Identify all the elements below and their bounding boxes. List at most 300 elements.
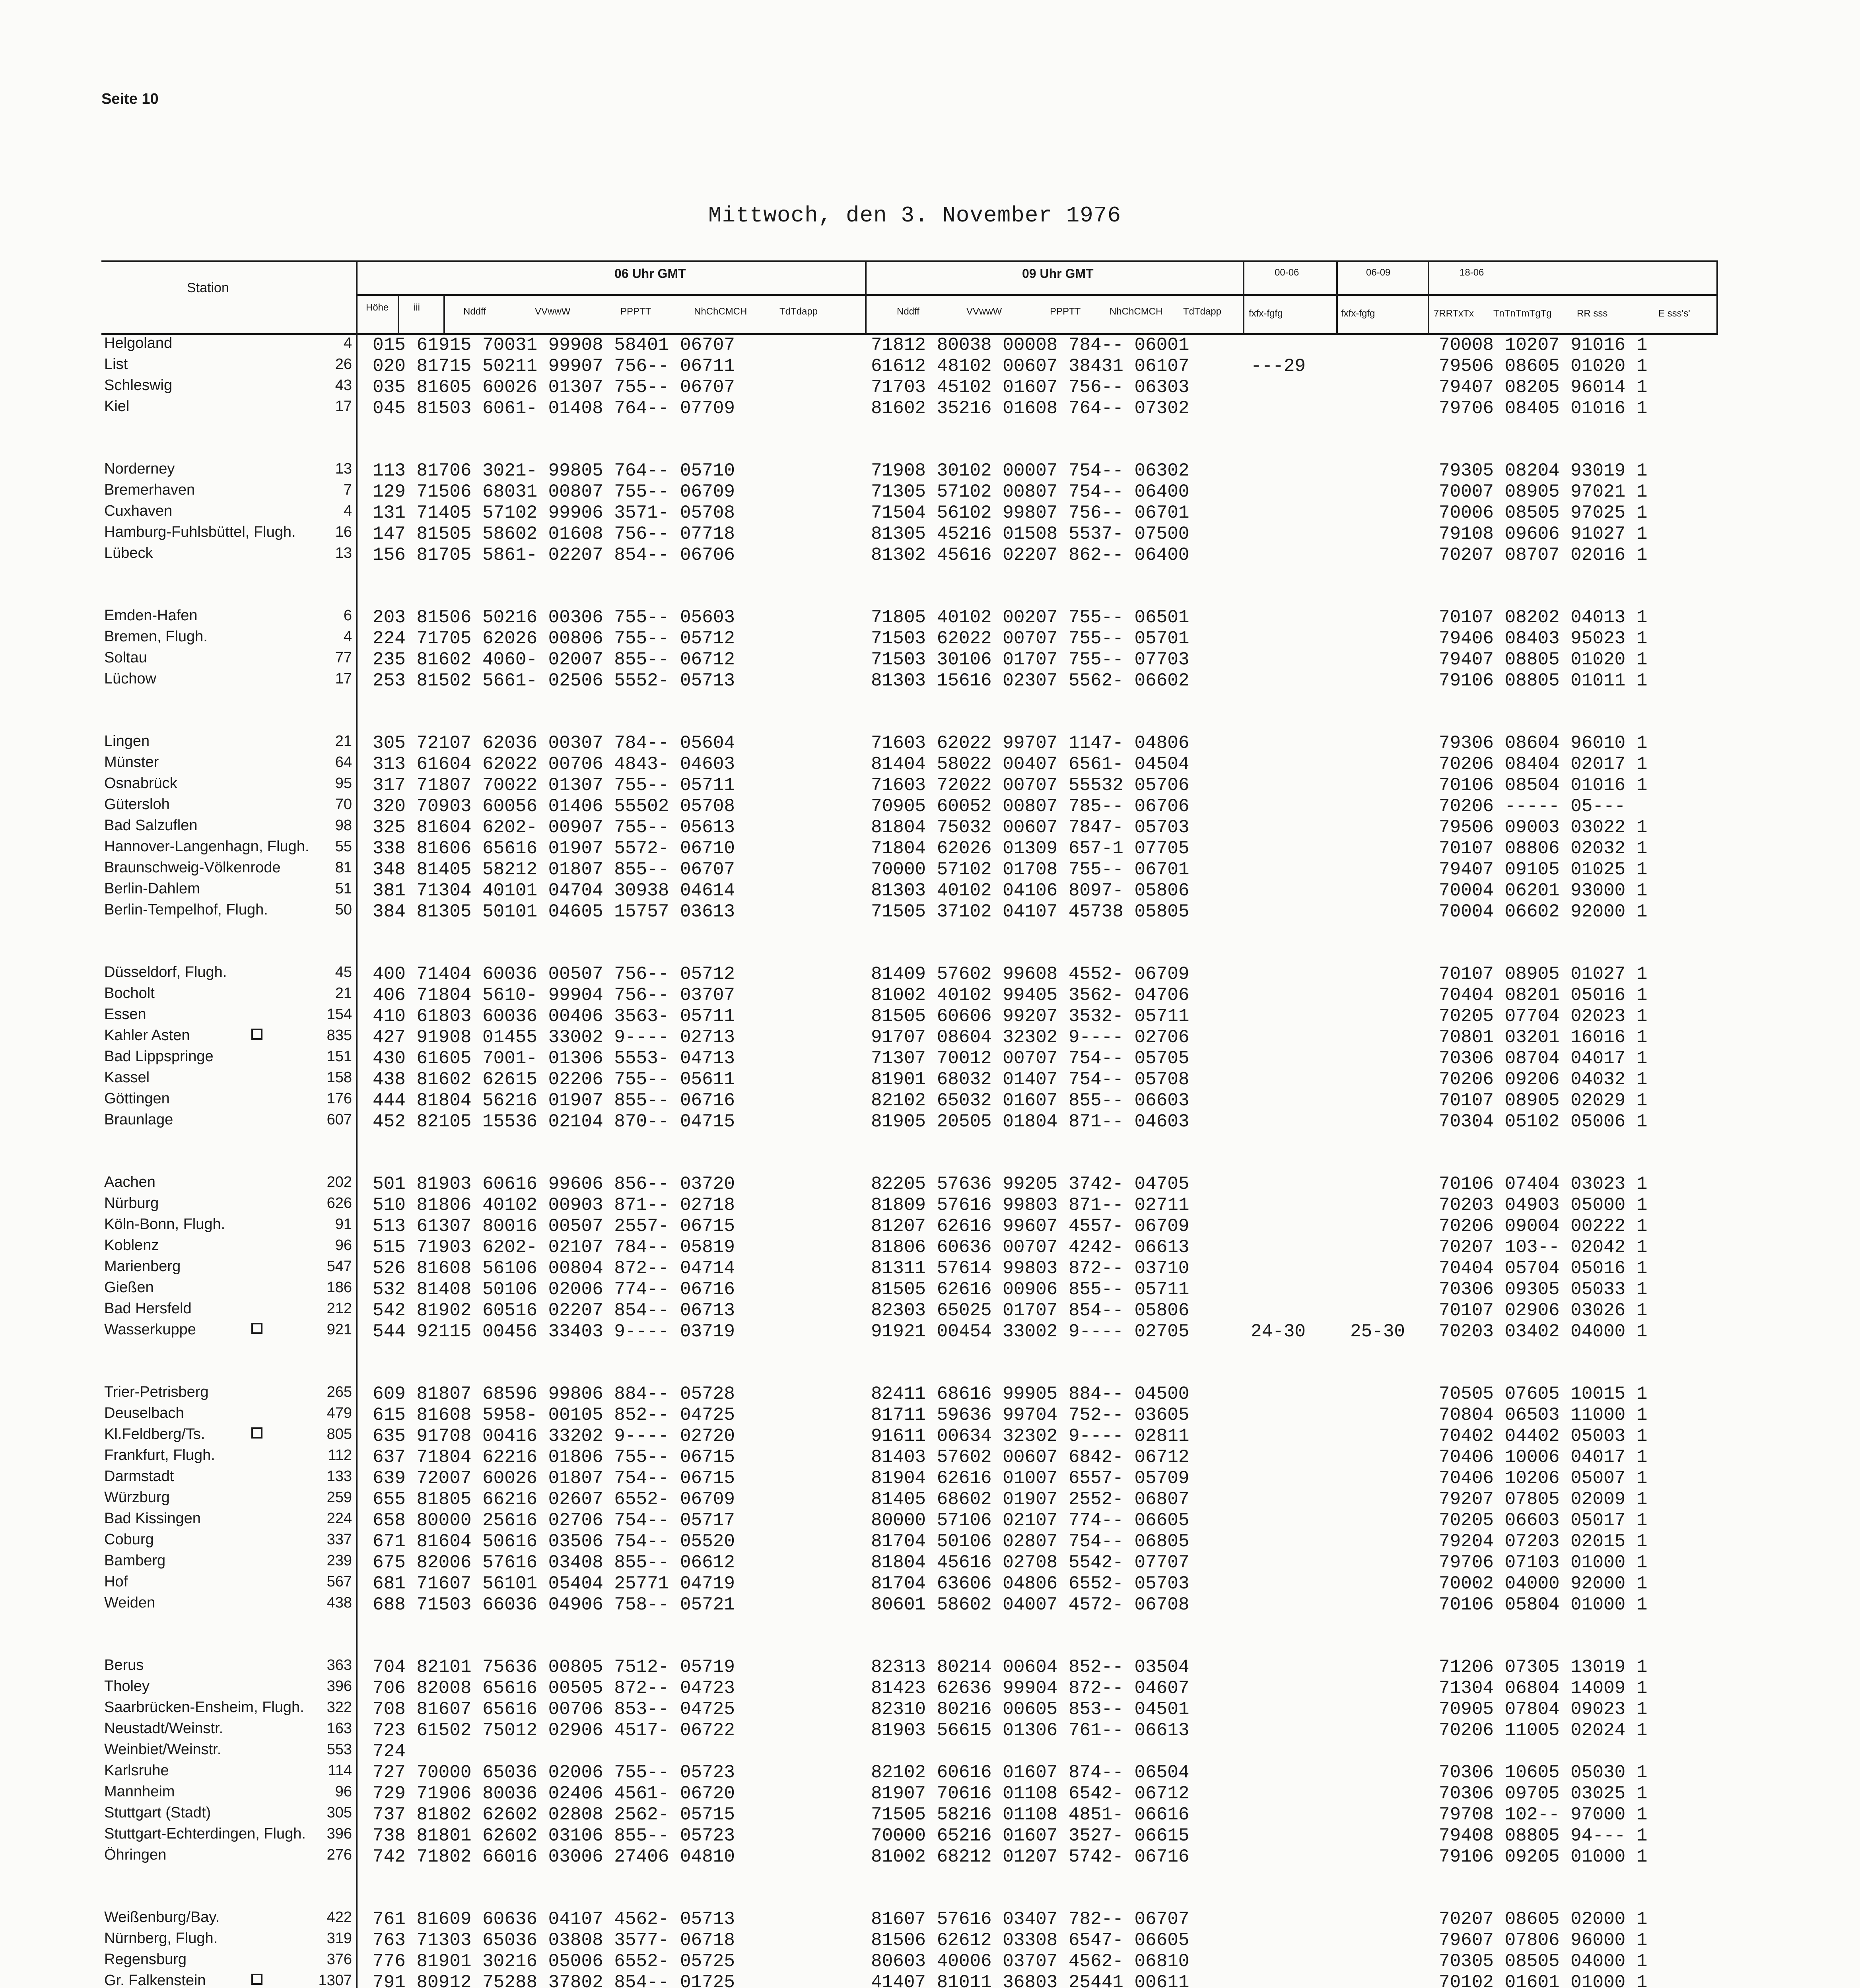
table-row bbox=[0, 1699, 1860, 1720]
obs-06-utc: 381 71304 40101 04704 30938 04614 bbox=[373, 880, 735, 901]
summary-18-06: 79506 08605 01020 1 bbox=[1439, 356, 1648, 377]
station-name: Stuttgart (Stadt) bbox=[104, 1804, 211, 1821]
table-row bbox=[0, 733, 1860, 754]
table-row bbox=[0, 1237, 1860, 1258]
station-name: Hannover-Langenhagn, Flugh. bbox=[104, 838, 309, 855]
station-height: 305 bbox=[327, 1804, 352, 1821]
obs-09-utc: 81804 45616 02708 5542- 07707 bbox=[871, 1552, 1189, 1573]
obs-09-utc: 81207 62616 99607 4557- 06709 bbox=[871, 1216, 1189, 1237]
station-name: Weinbiet/Weinstr. bbox=[104, 1741, 222, 1758]
obs-06-utc: 129 71506 68031 00807 755-- 06709 bbox=[373, 481, 735, 502]
station-name: Helgoland bbox=[104, 335, 173, 351]
obs-06-utc: 317 71807 70022 01307 755-- 05711 bbox=[373, 775, 735, 796]
obs-09-utc: 71505 37102 04107 45738 05805 bbox=[871, 901, 1189, 922]
obs-09-utc: 71603 72022 00707 55532 05706 bbox=[871, 775, 1189, 796]
obs-06-utc: 035 81605 60026 01307 755-- 06707 bbox=[373, 377, 735, 398]
station-name: Öhringen bbox=[104, 1846, 167, 1863]
station-height: 396 bbox=[327, 1825, 352, 1842]
obs-09-utc: 81903 56615 01306 761-- 06613 bbox=[871, 1720, 1189, 1741]
summary-18-06: 71304 06804 14009 1 bbox=[1439, 1678, 1648, 1699]
obs-09-utc: 91707 08604 32302 9---- 02706 bbox=[871, 1027, 1189, 1048]
table-row bbox=[0, 1552, 1860, 1573]
station-name: Saarbrücken-Ensheim, Flugh. bbox=[104, 1699, 304, 1716]
header-06-vvwww: VVwwW bbox=[535, 306, 571, 317]
summary-18-06: 70205 06603 05017 1 bbox=[1439, 1510, 1648, 1531]
summary-18-06: 70107 02906 03026 1 bbox=[1439, 1300, 1648, 1321]
station-name: Bad Hersfeld bbox=[104, 1300, 192, 1317]
table-row bbox=[0, 1678, 1860, 1699]
station-height: 114 bbox=[328, 1762, 352, 1779]
station-height: 322 bbox=[327, 1699, 352, 1716]
header-rr-sss: RR sss bbox=[1577, 308, 1608, 319]
obs-06-utc: 156 81705 5861- 02207 854-- 06706 bbox=[373, 545, 735, 565]
table-row bbox=[0, 1279, 1860, 1300]
summary-18-06: 70008 10207 91016 1 bbox=[1439, 335, 1648, 355]
summary-18-06: 70206 09004 00222 1 bbox=[1439, 1216, 1648, 1237]
summary-18-06: 70404 05704 05016 1 bbox=[1439, 1258, 1648, 1279]
header-gust-0006: fxfx-fgfg bbox=[1249, 308, 1283, 319]
station-height: 91 bbox=[335, 1216, 352, 1233]
summary-18-06: 70306 10605 05030 1 bbox=[1439, 1762, 1648, 1783]
station-height: 151 bbox=[327, 1048, 352, 1065]
obs-09-utc: 81303 15616 02307 5562- 06602 bbox=[871, 670, 1189, 691]
summary-18-06: 70106 05804 01000 1 bbox=[1439, 1594, 1648, 1615]
obs-06-utc: 526 81608 56106 00804 872-- 04714 bbox=[373, 1258, 735, 1279]
station-name: Karlsruhe bbox=[104, 1762, 169, 1779]
group-separator bbox=[0, 691, 1860, 733]
summary-18-06: 70402 04402 05003 1 bbox=[1439, 1426, 1648, 1446]
table-row bbox=[0, 775, 1860, 796]
obs-09-utc: 81404 58022 00407 6561- 04504 bbox=[871, 754, 1189, 775]
station-name: Deuselbach bbox=[104, 1405, 184, 1421]
header-09-vvwww: VVwwW bbox=[966, 306, 1002, 317]
table-row bbox=[0, 838, 1860, 859]
obs-09-utc: 82411 68616 99905 884-- 04500 bbox=[871, 1384, 1189, 1404]
station-height: 77 bbox=[335, 649, 352, 666]
station-name: Gießen bbox=[104, 1279, 154, 1296]
station-height: 13 bbox=[335, 460, 352, 477]
group-separator bbox=[0, 1342, 1860, 1384]
summary-18-06: 79607 07806 96000 1 bbox=[1439, 1930, 1648, 1951]
station-name: Hof bbox=[104, 1573, 128, 1590]
header-09-gmt: 09 Uhr GMT bbox=[1022, 266, 1094, 281]
obs-06-utc: 015 61915 70031 99908 58401 06707 bbox=[373, 335, 735, 355]
table-row bbox=[0, 607, 1860, 628]
station-height: 186 bbox=[327, 1279, 352, 1296]
obs-09-utc: 71703 45102 01607 756-- 06303 bbox=[871, 377, 1189, 398]
obs-06-utc: 727 70000 65036 02006 755-- 05723 bbox=[373, 1762, 735, 1783]
summary-18-06: 70106 07404 03023 1 bbox=[1439, 1174, 1648, 1194]
obs-06-utc: 147 81505 58602 01608 756-- 07718 bbox=[373, 524, 735, 544]
table-row bbox=[0, 1489, 1860, 1510]
obs-06-utc: 658 80000 25616 02706 754-- 05717 bbox=[373, 1510, 735, 1531]
obs-09-utc: 81423 62636 99904 872-- 04607 bbox=[871, 1678, 1189, 1699]
summary-18-06: 70306 08704 04017 1 bbox=[1439, 1048, 1648, 1069]
obs-06-utc: 639 72007 60026 01807 754-- 06715 bbox=[373, 1468, 735, 1489]
summary-18-06: 70007 08905 97021 1 bbox=[1439, 481, 1648, 502]
station-name: Bad Kissingen bbox=[104, 1510, 201, 1527]
obs-09-utc: 81505 62616 00906 855-- 05711 bbox=[871, 1279, 1189, 1300]
summary-18-06: 70206 09206 04032 1 bbox=[1439, 1069, 1648, 1090]
station-name: Kl.Feldberg/Ts. bbox=[104, 1426, 205, 1442]
obs-09-utc: 81602 35216 01608 764-- 07302 bbox=[871, 398, 1189, 419]
station-name: Hamburg-Fuhlsbüttel, Flugh. bbox=[104, 524, 296, 540]
table-row bbox=[0, 1510, 1860, 1531]
station-height: 212 bbox=[327, 1300, 352, 1317]
group-separator bbox=[0, 419, 1860, 460]
header-esss: E sss's' bbox=[1658, 308, 1690, 319]
obs-06-utc: 045 81503 6061- 01408 764-- 07709 bbox=[373, 398, 735, 419]
summary-18-06: 70305 08505 04000 1 bbox=[1439, 1951, 1648, 1972]
obs-09-utc: 81403 57602 00607 6842- 06712 bbox=[871, 1447, 1189, 1468]
station-name: Coburg bbox=[104, 1531, 154, 1548]
station-name: Köln-Bonn, Flugh. bbox=[104, 1216, 225, 1233]
station-height: 55 bbox=[335, 838, 352, 855]
obs-09-utc: 71503 62022 00707 755-- 05701 bbox=[871, 628, 1189, 649]
obs-06-utc: 203 81506 50216 00306 755-- 05603 bbox=[373, 607, 735, 628]
obs-06-utc: 655 81805 66216 02607 6552- 06709 bbox=[373, 1489, 735, 1510]
obs-09-utc: 61612 48102 00607 38431 06107 bbox=[871, 356, 1189, 377]
table-row bbox=[0, 1846, 1860, 1868]
summary-18-06: 70006 08505 97025 1 bbox=[1439, 503, 1648, 523]
station-name: Neustadt/Weinstr. bbox=[104, 1720, 224, 1737]
station-height: 239 bbox=[327, 1552, 352, 1569]
obs-09-utc: 82102 65032 01607 855-- 06603 bbox=[871, 1090, 1189, 1111]
table-row bbox=[0, 1741, 1860, 1762]
obs-06-utc: 688 71503 66036 04906 758-- 05721 bbox=[373, 1594, 735, 1615]
station-height: 4 bbox=[343, 628, 352, 645]
station-height: 81 bbox=[335, 859, 352, 876]
table-row bbox=[0, 1468, 1860, 1489]
summary-18-06: 70406 10006 04017 1 bbox=[1439, 1447, 1648, 1468]
station-height: 607 bbox=[327, 1111, 352, 1128]
station-height: 16 bbox=[335, 524, 352, 540]
header-tntn: TnTnTmTgTg bbox=[1493, 308, 1552, 319]
obs-06-utc: 325 81604 6202- 00907 755-- 05613 bbox=[373, 817, 735, 838]
station-name: Norderney bbox=[104, 460, 175, 477]
station-name: Nürnberg, Flugh. bbox=[104, 1930, 218, 1947]
summary-18-06: 79305 08204 93019 1 bbox=[1439, 460, 1648, 481]
table-row bbox=[0, 964, 1860, 985]
obs-09-utc: 71503 30106 01707 755-- 07703 bbox=[871, 649, 1189, 670]
station-height: 202 bbox=[327, 1174, 352, 1190]
header-06-clouds: NhChCMCH bbox=[694, 306, 747, 317]
group-separator bbox=[0, 922, 1860, 964]
station-height: 319 bbox=[327, 1930, 352, 1947]
obs-09-utc: 81002 40102 99405 3562- 04706 bbox=[871, 985, 1189, 1006]
station-height: 265 bbox=[327, 1384, 352, 1400]
obs-09-utc: 71305 57102 00807 754-- 06400 bbox=[871, 481, 1189, 502]
open-square-marker bbox=[251, 1323, 262, 1334]
obs-06-utc: 427 91908 01455 33002 9---- 02713 bbox=[373, 1027, 735, 1048]
obs-09-utc: 80000 57106 02107 774-- 06605 bbox=[871, 1510, 1189, 1531]
station-name: Mannheim bbox=[104, 1783, 175, 1800]
obs-09-utc: 81907 70616 01108 6542- 06712 bbox=[871, 1783, 1189, 1804]
station-name: Kassel bbox=[104, 1069, 150, 1086]
obs-09-utc: 71812 80038 00008 784-- 06001 bbox=[871, 335, 1189, 355]
station-name: Trier-Petrisberg bbox=[104, 1384, 209, 1400]
table-row bbox=[0, 1531, 1860, 1552]
observation-table bbox=[0, 335, 1860, 1988]
summary-18-06: 70304 05102 05006 1 bbox=[1439, 1111, 1648, 1132]
header-gust-0609: fxfx-fgfg bbox=[1341, 308, 1375, 319]
station-height: 17 bbox=[335, 670, 352, 687]
obs-06-utc: 738 81801 62602 03106 855-- 05723 bbox=[373, 1825, 735, 1846]
station-name: Nürburg bbox=[104, 1195, 159, 1211]
obs-09-utc: 81901 68032 01407 754-- 05708 bbox=[871, 1069, 1189, 1090]
table-row bbox=[0, 1720, 1860, 1741]
header-09-nddff: Nddff bbox=[897, 306, 919, 317]
header-station: Station bbox=[187, 280, 229, 295]
obs-06-utc: 763 71303 65036 03808 3577- 06718 bbox=[373, 1930, 735, 1951]
header-09-pppt: PPPTT bbox=[1050, 306, 1081, 317]
station-height: 96 bbox=[335, 1783, 352, 1800]
table-row bbox=[0, 754, 1860, 775]
station-height: 133 bbox=[327, 1468, 352, 1485]
station-height: 13 bbox=[335, 545, 352, 561]
summary-18-06: 70206 11005 02024 1 bbox=[1439, 1720, 1648, 1741]
page-title: Mittwoch, den 3. November 1976 bbox=[708, 203, 1121, 228]
obs-06-utc: 338 81606 65616 01907 5572- 06710 bbox=[373, 838, 735, 859]
obs-09-utc: 71307 70012 00707 754-- 05705 bbox=[871, 1048, 1189, 1069]
station-height: 337 bbox=[327, 1531, 352, 1548]
header-period-1806: 18-06 bbox=[1460, 267, 1484, 278]
obs-06-utc: 406 71804 5610- 99904 756-- 03707 bbox=[373, 985, 735, 1006]
table-row bbox=[0, 1321, 1860, 1342]
summary-18-06: 79108 09606 91027 1 bbox=[1439, 524, 1648, 544]
summary-18-06: 70306 09305 05033 1 bbox=[1439, 1279, 1648, 1300]
table-row bbox=[0, 1174, 1860, 1195]
table-row bbox=[0, 545, 1860, 566]
station-height: 50 bbox=[335, 901, 352, 918]
table-row bbox=[0, 1951, 1860, 1972]
station-name: Berlin-Dahlem bbox=[104, 880, 200, 897]
obs-09-utc: 81305 45216 01508 5537- 07500 bbox=[871, 524, 1189, 544]
table-row bbox=[0, 1216, 1860, 1237]
obs-09-utc: 81505 60606 99207 3532- 05711 bbox=[871, 1006, 1189, 1027]
obs-06-utc: 305 72107 62036 00307 784-- 05604 bbox=[373, 733, 735, 753]
header-06-nddff: Nddff bbox=[463, 306, 486, 317]
station-height: 112 bbox=[328, 1447, 352, 1464]
summary-18-06: 79706 07103 01000 1 bbox=[1439, 1552, 1648, 1573]
obs-06-utc: 430 61605 7001- 01306 5553- 04713 bbox=[373, 1048, 735, 1069]
station-name: Marienberg bbox=[104, 1258, 181, 1275]
table-row bbox=[0, 1573, 1860, 1594]
station-height: 70 bbox=[335, 796, 352, 813]
obs-06-utc: 438 81602 62615 02206 755-- 05611 bbox=[373, 1069, 735, 1090]
table-row bbox=[0, 1783, 1860, 1804]
obs-06-utc: 542 81902 60516 02207 854-- 06713 bbox=[373, 1300, 735, 1321]
obs-09-utc: 81607 57616 03407 782-- 06707 bbox=[871, 1909, 1189, 1930]
summary-18-06: 70102 01601 01000 1 bbox=[1439, 1972, 1648, 1988]
obs-06-utc: 320 70903 60056 01406 55502 05708 bbox=[373, 796, 735, 817]
station-height: 21 bbox=[335, 985, 352, 1002]
obs-09-utc: 82102 60616 01607 874-- 06504 bbox=[871, 1762, 1189, 1783]
summary-18-06: 70905 07804 09023 1 bbox=[1439, 1699, 1648, 1720]
header-06-dew: TdTdapp bbox=[779, 306, 818, 317]
gust-00-06: ---29 bbox=[1251, 356, 1306, 377]
table-row bbox=[0, 1048, 1860, 1069]
summary-18-06: 70107 08202 04013 1 bbox=[1439, 607, 1648, 628]
station-height: 45 bbox=[335, 964, 352, 980]
header-09-dew: TdTdapp bbox=[1183, 306, 1222, 317]
summary-18-06: 70206 08404 02017 1 bbox=[1439, 754, 1648, 775]
table-row bbox=[0, 628, 1860, 649]
obs-06-utc: 348 81405 58212 01807 855-- 06707 bbox=[373, 859, 735, 880]
table-row bbox=[0, 460, 1860, 481]
obs-06-utc: 637 71804 62216 01806 755-- 06715 bbox=[373, 1447, 735, 1468]
obs-09-utc: 81904 62616 01007 6557- 05709 bbox=[871, 1468, 1189, 1489]
header-iii: iii bbox=[414, 302, 420, 313]
obs-06-utc: 675 82006 57616 03408 855-- 06612 bbox=[373, 1552, 735, 1573]
station-name: Berlin-Tempelhof, Flugh. bbox=[104, 901, 268, 918]
summary-18-06: 70207 08605 02000 1 bbox=[1439, 1909, 1648, 1930]
obs-06-utc: 708 81607 65616 00706 853-- 04725 bbox=[373, 1699, 735, 1720]
page-number: Seite 10 bbox=[101, 91, 159, 107]
open-square-marker bbox=[251, 1029, 262, 1040]
obs-06-utc: 452 82105 15536 02104 870-- 04715 bbox=[373, 1111, 735, 1132]
obs-06-utc: 131 71405 57102 99906 3571- 05708 bbox=[373, 503, 735, 523]
obs-09-utc: 81302 45616 02207 862-- 06400 bbox=[871, 545, 1189, 565]
station-name: Bocholt bbox=[104, 985, 155, 1002]
summary-18-06: 79204 07203 02015 1 bbox=[1439, 1531, 1648, 1552]
station-name: Weiden bbox=[104, 1594, 155, 1611]
station-name: Münster bbox=[104, 754, 159, 771]
obs-09-utc: 71504 56102 99807 756-- 06701 bbox=[871, 503, 1189, 523]
summary-18-06: 70404 08201 05016 1 bbox=[1439, 985, 1648, 1006]
obs-09-utc: 81311 57614 99803 872-- 03710 bbox=[871, 1258, 1189, 1279]
station-height: 98 bbox=[335, 817, 352, 834]
obs-06-utc: 020 81715 50211 99907 756-- 06711 bbox=[373, 356, 735, 377]
station-name: Soltau bbox=[104, 649, 147, 666]
station-name: Lingen bbox=[104, 733, 150, 749]
summary-18-06: 70004 06602 92000 1 bbox=[1439, 901, 1648, 922]
group-separator bbox=[0, 1615, 1860, 1657]
station-height: 4 bbox=[343, 335, 352, 351]
obs-06-utc: 113 81706 3021- 99805 764-- 05710 bbox=[373, 460, 735, 481]
station-name: Stuttgart-Echterdingen, Flugh. bbox=[104, 1825, 306, 1842]
table-row bbox=[0, 1804, 1860, 1825]
table-row bbox=[0, 1405, 1860, 1426]
obs-06-utc: 609 81807 68596 99806 884-- 05728 bbox=[373, 1384, 735, 1404]
station-height: 158 bbox=[327, 1069, 352, 1086]
header-06-gmt: 06 Uhr GMT bbox=[614, 266, 686, 281]
station-height: 921 bbox=[327, 1321, 352, 1338]
obs-09-utc: 82303 65025 01707 854-- 05806 bbox=[871, 1300, 1189, 1321]
station-height: 422 bbox=[327, 1909, 352, 1926]
table-row bbox=[0, 670, 1860, 691]
table-row bbox=[0, 817, 1860, 838]
obs-06-utc: 706 82008 65616 00505 872-- 04723 bbox=[373, 1678, 735, 1699]
station-name: Aachen bbox=[104, 1174, 155, 1190]
station-height: 259 bbox=[327, 1489, 352, 1506]
summary-18-06: 70804 06503 11000 1 bbox=[1439, 1405, 1648, 1425]
obs-09-utc: 71603 62022 99707 1147- 04806 bbox=[871, 733, 1189, 753]
obs-09-utc: 70000 57102 01708 755-- 06701 bbox=[871, 859, 1189, 880]
summary-18-06: 70207 103-- 02042 1 bbox=[1439, 1237, 1648, 1258]
station-height: 176 bbox=[327, 1090, 352, 1107]
station-name: Darmstadt bbox=[104, 1468, 174, 1485]
table-row bbox=[0, 398, 1860, 419]
station-name: Gütersloh bbox=[104, 796, 170, 813]
station-height: 163 bbox=[327, 1720, 352, 1737]
station-height: 805 bbox=[327, 1426, 352, 1442]
table-row bbox=[0, 1825, 1860, 1846]
station-name: List bbox=[104, 356, 128, 373]
station-height: 154 bbox=[327, 1006, 352, 1023]
summary-18-06: 79407 08805 01020 1 bbox=[1439, 649, 1648, 670]
station-name: Lüchow bbox=[104, 670, 156, 687]
station-height: 835 bbox=[327, 1027, 352, 1044]
obs-06-utc: 532 81408 50106 02006 774-- 06716 bbox=[373, 1279, 735, 1300]
station-height: 21 bbox=[335, 733, 352, 749]
station-height: 224 bbox=[327, 1510, 352, 1527]
obs-09-utc: 81804 75032 00607 7847- 05703 bbox=[871, 817, 1189, 838]
station-height: 95 bbox=[335, 775, 352, 792]
obs-06-utc: 724 bbox=[373, 1741, 406, 1762]
summary-18-06: 70106 08504 01016 1 bbox=[1439, 775, 1648, 796]
obs-06-utc: 704 82101 75636 00805 7512- 05719 bbox=[373, 1657, 735, 1677]
summary-18-06: 79207 07805 02009 1 bbox=[1439, 1489, 1648, 1510]
station-height: 64 bbox=[335, 754, 352, 771]
summary-18-06: 70107 08806 02032 1 bbox=[1439, 838, 1648, 859]
table-row bbox=[0, 1069, 1860, 1090]
obs-06-utc: 235 81602 4060- 02007 855-- 06712 bbox=[373, 649, 735, 670]
gust-06-09: 25-30 bbox=[1350, 1321, 1405, 1342]
obs-09-utc: 80601 58602 04007 4572- 06708 bbox=[871, 1594, 1189, 1615]
station-name: Würzburg bbox=[104, 1489, 170, 1506]
table-row bbox=[0, 1657, 1860, 1678]
obs-06-utc: 635 91708 00416 33202 9---- 02720 bbox=[373, 1426, 735, 1446]
station-name: Lübeck bbox=[104, 545, 153, 561]
station-name: Tholey bbox=[104, 1678, 150, 1695]
table-row bbox=[0, 985, 1860, 1006]
station-name: Wasserkuppe bbox=[104, 1321, 196, 1338]
station-name: Braunschweig-Völkenrode bbox=[104, 859, 281, 876]
obs-06-utc: 544 92115 00456 33403 9---- 03719 bbox=[373, 1321, 735, 1342]
station-height: 17 bbox=[335, 398, 352, 415]
station-name: Braunlage bbox=[104, 1111, 173, 1128]
obs-09-utc: 71804 62026 01309 657-1 07705 bbox=[871, 838, 1189, 859]
station-name: Osnabrück bbox=[104, 775, 177, 792]
obs-06-utc: 737 81802 62602 02808 2562- 05715 bbox=[373, 1804, 735, 1825]
table-row bbox=[0, 1426, 1860, 1447]
station-height: 363 bbox=[327, 1657, 352, 1673]
table-row bbox=[0, 796, 1860, 817]
station-name: Bad Salzuflen bbox=[104, 817, 198, 834]
station-height: 547 bbox=[327, 1258, 352, 1275]
header-period-0006: 00-06 bbox=[1275, 267, 1299, 278]
summary-18-06: 70107 08905 02029 1 bbox=[1439, 1090, 1648, 1111]
obs-09-utc: 81704 50106 02807 754-- 06805 bbox=[871, 1531, 1189, 1552]
obs-06-utc: 723 61502 75012 02906 4517- 06722 bbox=[373, 1720, 735, 1741]
station-height: 26 bbox=[335, 356, 352, 373]
obs-09-utc: 81506 62612 03308 6547- 06605 bbox=[871, 1930, 1189, 1951]
table-row bbox=[0, 356, 1860, 377]
summary-18-06: 70306 09705 03025 1 bbox=[1439, 1783, 1648, 1804]
obs-09-utc: 70905 60052 00807 785-- 06706 bbox=[871, 796, 1189, 817]
group-separator bbox=[0, 1132, 1860, 1174]
station-name: Essen bbox=[104, 1006, 146, 1023]
obs-06-utc: 776 81901 30216 05006 6552- 05725 bbox=[373, 1951, 735, 1972]
obs-09-utc: 91611 00634 32302 9---- 02811 bbox=[871, 1426, 1189, 1446]
table-row bbox=[0, 481, 1860, 503]
obs-09-utc: 70000 65216 01607 3527- 06615 bbox=[871, 1825, 1189, 1846]
summary-18-06: 70205 07704 02023 1 bbox=[1439, 1006, 1648, 1027]
table-row bbox=[0, 880, 1860, 901]
gust-00-06: 24-30 bbox=[1251, 1321, 1306, 1342]
obs-06-utc: 791 80912 75288 37802 854-- 01725 bbox=[373, 1972, 735, 1988]
